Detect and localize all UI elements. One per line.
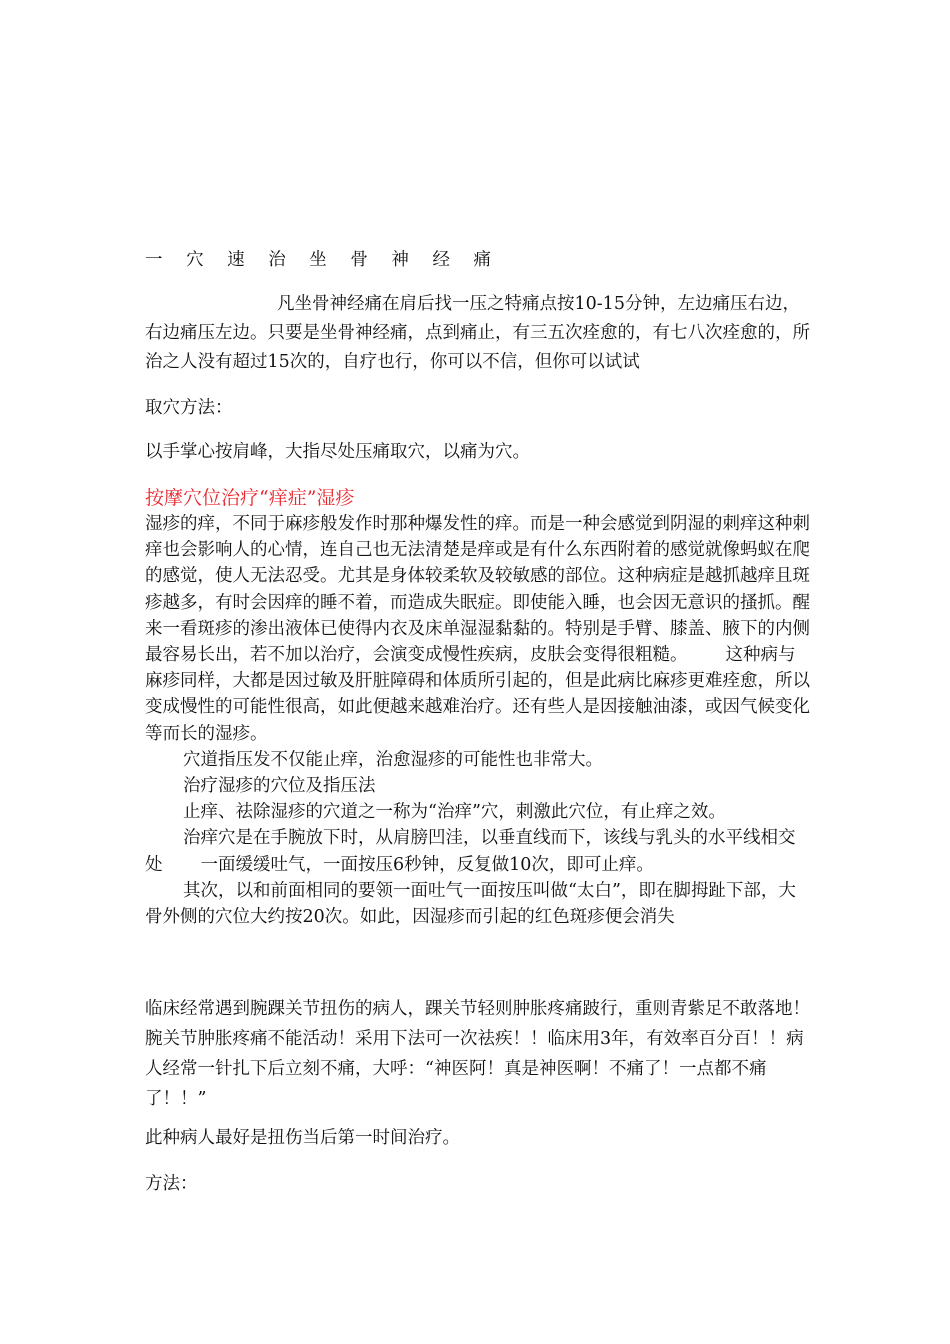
eczema-p5a: 治痒穴是在手腕放下时，从肩膀凹洼，以垂直线而下，该线与乳头的水平线相交处 xyxy=(145,828,796,875)
eczema-body-a: 湿疹的痒，不同于麻疹般发作时那种爆发性的痒。而是一种会感觉到阴湿的刺痒这种刺痒也会影响人的心情，连自己也无法清楚是痒或是有什么东西附着的感觉就像蚂蚁在爬的感觉，使人无法忍受。尤其是身体较柔软及较敏感的部位。这种病症是越抓越痒且斑疹越多，有时会因痒的睡不着，而造成失眠症。即使能入睡，也会因无意识的搔抓。醒来一看斑疹的渗出液体已使得内衣及床单湿湿黏黏的。特别是手臂、膝盖、腋下的内侧最容易长出，若不加以治疗，会演变成慢性疾病，皮肤会变得很粗糙。 xyxy=(145,514,810,666)
sciatica-intro: 凡坐骨神经痛在肩后找一压之特痛点按10-15分钟，左边痛压右边，右边痛压左边。只要是坐骨神经痛，点到痛止，有三五次痊愈的，有七八次痊愈的，所治之人没有超过15次的，自疗也行，你可以不信，但你可以试试 xyxy=(145,294,810,372)
sprain-note: 此种病人最好是扭伤当后第一时间治疗。 xyxy=(145,1128,460,1148)
eczema-p5b: 一面缓缓吐气，一面按压6秒钟，反复做10次，即可止痒。 xyxy=(200,854,654,875)
eczema-p2: 穴道指压发不仅能止痒，治愈湿疹的可能性也非常大。 xyxy=(183,749,603,770)
sprain-intro: 临床经常遇到腕踝关节扭伤的病人，踝关节轻则肿胀疼痛跛行，重则青紫足不敢落地！腕关节肿胀疼痛不能活动！采用下法可一次祛疾！！临床用3年，有效率百分百！！病人经常一针扎下后立刻不痛，大呼：“神医阿！真是神医啊！不痛了！一点都不痛了！！” xyxy=(145,999,810,1109)
eczema-p5 xyxy=(145,825,810,877)
eczema-body-b: 这种病与麻疹同样，大都是因过敏及肝脏障碍和体质所引起的，但是此病比麻疹更难痊愈，所以变成慢性的可能性很高，如此便越来越难治疗。还有些人是因接触油漆，或因气候变化等而长的湿疹。 xyxy=(145,645,810,744)
sciatica-method-text: 以手掌心按肩峰，大指尽处压痛取穴，以痛为穴。 xyxy=(145,442,530,462)
sciatica-title: 一 穴 速 治 坐 骨 神 经 痛 xyxy=(145,250,501,270)
eczema-p6: 其次，以和前面相同的要领一面吐气一面按压叫做“太白”，即在脚拇趾下部，大骨外侧的穴位大约按20次。如此，因湿疹而引起的红色斑疹便会消失 xyxy=(145,880,796,928)
sprain-method-label: 方法： xyxy=(145,1174,198,1194)
eczema-title: 按摩穴位治疗“痒症”湿疹 xyxy=(145,487,355,509)
eczema-body xyxy=(145,511,810,930)
sciatica-method-label: 取穴方法： xyxy=(145,398,233,418)
eczema-p3: 治疗湿疹的穴位及指压法 xyxy=(183,776,376,797)
eczema-p4: 止痒、祛除湿疹的穴道之一称为“治痒”穴，刺激此穴位，有止痒之效。 xyxy=(183,802,726,823)
